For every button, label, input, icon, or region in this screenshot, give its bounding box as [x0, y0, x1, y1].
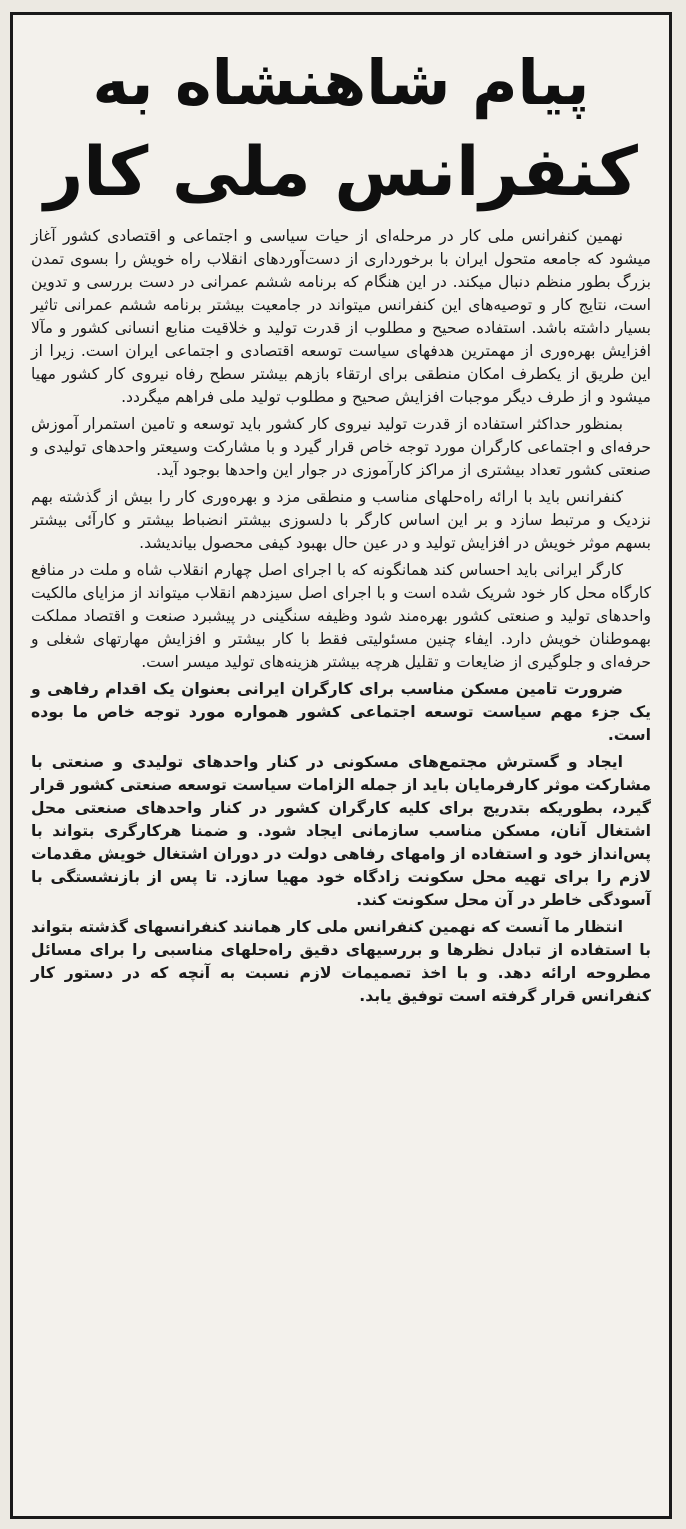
article-body: [13, 221, 669, 1008]
bold-paragraph: ضرورت تامین مسکن مناسب برای کارگران ایرانی بعنوان یک اقدام رفاهی و یک جزء مهم سیاست توسعه اجتماعی کشور همواره مورد توجه خاص ما بوده است.: [31, 680, 651, 744]
headline-line-1: پیام شاهنشاه به: [92, 46, 590, 119]
paragraph: کارگر ایرانی باید احساس کند همانگونه که با اجرای اصل چهارم انقلاب شاه و ملت در منافع کارگاه محل کار خود شریک شده است و با اجرای اصل سیزدهم انقلاب میتواند از مزایای مالکیت واحدهای تولید و صنعتی کشور بهره‌مند شود وظیفه سنگینی در پیشبرد صنعت و اقتصاد مملکت بهموطنان خویش دارد. ایفاء چنین مسئولیتی فقط با کار بیشتر و افزایش مهارتهای شغلی و حرفه‌ای و جلوگیری از ضایعات و تقلیل هرچه بیشتر هزینه‌های تولید میسر است.: [31, 561, 651, 671]
bold-paragraph: انتظار ما آنست که نهمین کنفرانس ملی کار همانند کنفرانسهای گذشته بتواند با استفاده از تبادل نظرها و بررسیهای دقیق راه‌حلهای مناسبی را برای مسائل مطروحه ارائه دهد. و با اخذ تصمیمات لازم نسبت به آنچه که در دستور کار کنفرانس قرار گرفته است توفیق یابد.: [31, 918, 651, 1005]
paragraph: بمنظور حداکثر استفاده از قدرت تولید نیروی کار کشور باید توسعه و تامین استمرار آموزش حرفه‌ای و اجتماعی کارگران مورد توجه خاص قرار گیرد و با مشارکت وسیعتر واحدهای تولیدی و صنعتی کشور تعداد بیشتری از مراکز کارآموزی در جوار این واحدها بوجود آید.: [31, 415, 651, 479]
paragraph: کنفرانس باید با ارائه راه‌حلهای مناسب و منطقی مزد و بهره‌وری کار را بیش از گذشته بهم نزدیک و مرتبط سازد و بر این اساس کارگر با دلسوزی بیشتر انضباط بیشتر و کارآئی بیشتر بسهم موثر خویش در افزایش تولید و در عین حال بهبود کیفی محصول بیاندیشد.: [31, 488, 651, 552]
paragraph: نهمین کنفرانس ملی کار در مرحله‌ای از حیات سیاسی و اجتماعی و اقتصادی کشور آغاز میشود که جامعه متحول ایران با برخورداری از دست‌آوردهای انقلاب راه خویش را بسوی تمدن بزرگ بطور منظم دنبال میکند. در این هنگام که برنامه ششم عمرانی در دست بررسی و تدوین است، نتایج کار و توصیه‌های این کنفرانس میتواند در جامعیت بیشتر برنامه ششم عمرانی تاثیر بسیار داشته باشد. استفاده صحیح و مطلوب از قدرت تولید و خلاقیت منابع انسانی کشور و مآلا افزایش بهره‌وری از مهمترین هدفهای سیاست توسعه اقتصادی و اجتماعی ایران است. زیرا از این طریق از یکطرف امکان منطقی برای ارتقاء بازهم بیشتر سطح رفاه نیروی کار کشور مهیا میشود و از طرف دیگر موجبات افزایش صحیح و مطلوب تولید ملی فراهم میگردد.: [31, 227, 651, 406]
bold-paragraph: ایجاد و گسترش مجتمع‌های مسکونی در کنار واحدهای تولیدی و صنعتی با مشارکت موثر کارفرمایان باید از جمله الزامات سیاست توسعه صنعتی کشور قرار گیرد، بطوریکه بتدریج برای کلیه کارگران کشور در کنار واحدهای صنعتی محل اشتغال آنان، مسکن مناسب سازمانی ایجاد شود. و ضمنا هرکارگری بتواند با پس‌انداز خود و استفاده از وامهای رفاهی دولت در دوران اشتغال خویش مقدمات لازم را برای تهیه محل سکونت زادگاه خود مهیا سازد. تا پس از بازنشستگی با آسودگی خاطر در آن محل سکونت کند.: [31, 753, 651, 909]
headline: [13, 41, 669, 221]
newspaper-clipping: [10, 12, 672, 1519]
headline-line-2: کنفرانس ملی کار: [44, 133, 638, 212]
